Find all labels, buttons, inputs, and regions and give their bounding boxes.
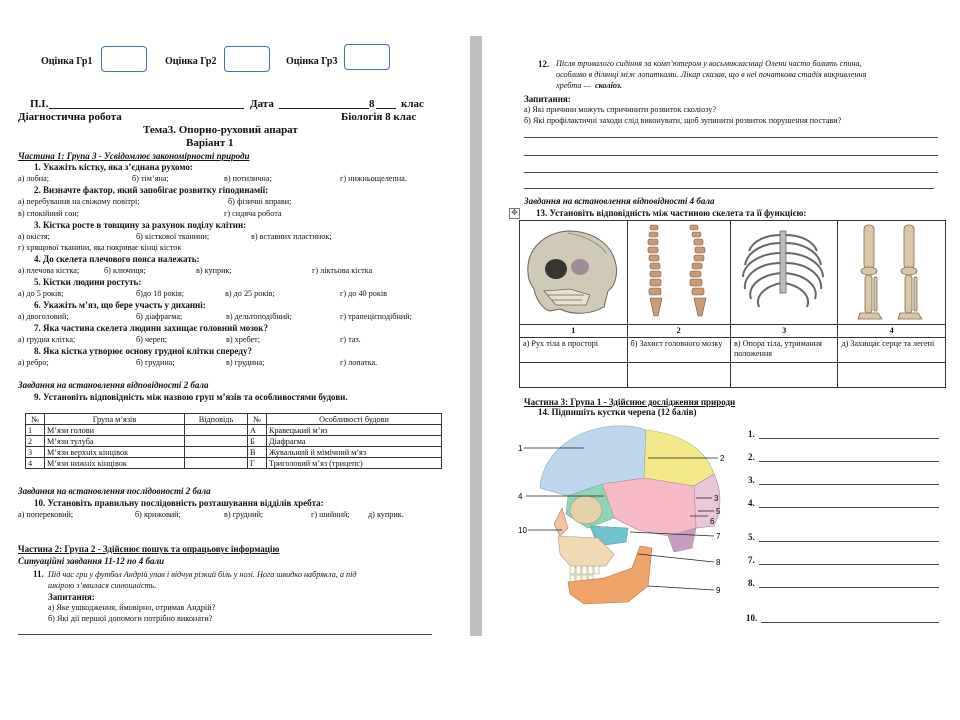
q12-line2: особливо в ділянці між лопатками. Лікар сказав, що в неї початкова стадія викривлення	[556, 70, 867, 79]
leg-bones-photo-icon	[838, 221, 942, 321]
answer-line-2[interactable]	[759, 461, 939, 462]
part2-heading: Частина 2: Група 2 - Здійснює пошук та опрацьовує інформацію	[18, 544, 280, 554]
row-num: 1	[26, 425, 45, 436]
skull-label-6: 6	[710, 517, 715, 526]
answer-row	[520, 363, 946, 388]
right-page	[484, 0, 960, 720]
answer-line-5[interactable]	[759, 541, 939, 542]
q1-opt-b[interactable]: б) тім’яна;	[132, 174, 169, 183]
subject-label: Біологія 8 клас	[341, 111, 417, 123]
spine-photo-icon	[628, 221, 728, 321]
answer-line-3[interactable]	[759, 484, 939, 485]
col-header-answer: Відповідь	[185, 414, 248, 425]
ribcage-photo-icon	[731, 221, 835, 321]
q3-opt-a[interactable]: а) окістя;	[18, 232, 50, 241]
variant-title: Варіант 1	[186, 137, 234, 149]
row-feature: Триголовий м’яз (трицепс)	[267, 458, 442, 469]
q11-question-a: а) Яке ушкодження, ймовірно, отримав Андрій?	[48, 603, 216, 612]
q12-questions-label: Запитання:	[524, 94, 571, 104]
q10-text: 10. Установіть правильну послідовність розташування відділів хребта:	[34, 498, 324, 508]
option-row	[520, 338, 946, 363]
row-feature: Жувальний й мімічний м’яз	[267, 447, 442, 458]
skeleton-function-table	[519, 220, 946, 388]
q6-text: 6. Укажіть м’яз, що бере участь у диханні:	[34, 300, 206, 310]
q5-opt-b[interactable]: б)до 18 років;	[136, 289, 185, 298]
skull-photo-icon	[520, 221, 624, 321]
row-feature: Діафрагма	[267, 436, 442, 447]
q12-question-a: а) Які причини можуть спричинити розвиток сколіозу?	[524, 105, 716, 114]
q2-opt-d[interactable]: г) сидяча робота	[224, 209, 282, 218]
q1-opt-d[interactable]: г) нижньощелепна.	[340, 174, 407, 183]
q12-answer-line-3[interactable]	[524, 172, 938, 173]
spine-cell	[627, 221, 730, 325]
work-type: Діагностична робота	[18, 111, 122, 123]
answer-line-4[interactable]	[759, 507, 939, 508]
image-row	[520, 221, 946, 325]
q10-opt-c[interactable]: в) грудний;	[224, 510, 264, 519]
skull-label-7: 7	[716, 532, 721, 541]
q7-opt-d[interactable]: г) таз.	[340, 335, 361, 344]
q8-opt-d[interactable]: г) лопатка.	[340, 358, 378, 367]
q4-opt-a[interactable]: а) плечова кістка;	[18, 266, 80, 275]
page-gutter	[470, 36, 482, 636]
q11-questions-label: Запитання:	[48, 592, 95, 602]
grade-box-3[interactable]	[344, 44, 390, 70]
skull-label-2: 2	[720, 454, 725, 463]
func-number: 4	[838, 325, 946, 338]
func-answer-cell[interactable]	[520, 363, 628, 388]
grade-label-1: Оцінка Гр1	[41, 56, 93, 67]
func-number: 1	[520, 325, 628, 338]
answer-num-1: 1.	[748, 429, 755, 439]
date-label: Дата	[250, 98, 274, 110]
func-answer-cell[interactable]	[838, 363, 946, 388]
match-heading: Завдання на встановлення відповідності 2 бала	[18, 380, 209, 390]
q7-opt-b[interactable]: б) череп;	[136, 335, 168, 344]
q13-text: 13. Установіть відповідність між частиною скелета та її функцією:	[536, 208, 807, 218]
row-letter: Г	[248, 458, 267, 469]
q7-opt-a[interactable]: а) грудна клітка;	[18, 335, 76, 344]
q8-opt-b[interactable]: б) грудина;	[136, 358, 175, 367]
q11-line1: Під час гри у футбол Андрій упав і відчув різкий біль у нозі. Нога швидко набрякла, а під	[48, 570, 357, 579]
grade-box-1[interactable]	[101, 46, 147, 72]
func-number: 3	[730, 325, 838, 338]
q14-text: 14. Підпишіть кустки черепа (12 балів)	[538, 407, 697, 417]
table-row	[26, 425, 442, 436]
q12-answer-line-2[interactable]	[524, 155, 938, 156]
q4-text: 4. До скелета плечового пояса належать:	[34, 254, 200, 264]
q12-question-b: б) Які профілактичні заходи слід виконувати, щоб зупинити розвиток порушення постави?	[524, 116, 842, 125]
col-header-letter: №	[248, 414, 267, 425]
answer-num-5: 5.	[748, 532, 755, 542]
ribcage-cell	[730, 221, 838, 325]
class-label: клас	[401, 98, 424, 110]
row-letter: В	[248, 447, 267, 458]
q12-num: 12.	[538, 59, 550, 69]
q12-answer-line-4[interactable]	[524, 188, 934, 189]
number-row	[520, 325, 946, 338]
func-number: 2	[627, 325, 730, 338]
q12-line3-term: сколіоз.	[595, 81, 623, 90]
skull-cell	[520, 221, 628, 325]
date-line-2	[376, 108, 396, 109]
q1-text: 1. Укажіть кістку, яка з’єднана рухомо:	[34, 162, 193, 172]
q4-opt-d[interactable]: г) ліктьова кістка	[312, 266, 373, 275]
skull-diagram	[518, 418, 748, 610]
row-answer[interactable]	[185, 436, 248, 447]
answer-num-10: 10.	[746, 613, 758, 623]
muscle-match-table	[25, 413, 442, 469]
q5-opt-a[interactable]: а) до 5 років;	[18, 289, 64, 298]
q6-opt-a[interactable]: а) двоголовий;	[18, 312, 69, 321]
q10-opt-e[interactable]: д) куприк.	[368, 510, 404, 519]
q2-text: 2. Визначте фактор, який запобігає розвитку гіподинамії:	[34, 185, 269, 195]
answer-num-8: 8.	[748, 578, 755, 588]
table-row	[26, 458, 442, 469]
func-option: б) Захист головного мозку	[627, 338, 730, 363]
row-num: 3	[26, 447, 45, 458]
row-group: М’язи верхніх кінцівок	[45, 447, 185, 458]
q1-opt-a[interactable]: а) лобна;	[18, 174, 50, 183]
row-answer[interactable]	[185, 458, 248, 469]
skull-label-3: 3	[714, 494, 719, 503]
q12-line3: хребта —	[556, 81, 591, 90]
answer-line-8[interactable]	[759, 587, 939, 588]
q8-text: 8. Яка кістка утворює основу грудної клітки спереду?	[34, 346, 252, 356]
q6-opt-c[interactable]: в) дельтоподібний;	[226, 312, 292, 321]
col-header-num: №	[26, 414, 45, 425]
row-letter: А	[248, 425, 267, 436]
skull-label-10: 10	[518, 526, 527, 535]
q5-text: 5. Кістки людини ростуть:	[34, 277, 142, 287]
q11-num: 11.	[33, 569, 44, 579]
q8-opt-c[interactable]: в) грудина;	[226, 358, 265, 367]
q5-opt-c[interactable]: в) до 25 років;	[225, 289, 275, 298]
row-group: М’язи голови	[45, 425, 185, 436]
func-answer-cell[interactable]	[627, 363, 730, 388]
part1-heading: Частина 1: Група 3 - Усвідомлює закономірності природи	[18, 151, 250, 161]
func-option: в) Опора тіла, утримання положення	[730, 338, 838, 363]
q4-opt-b[interactable]: б) ключиця;	[104, 266, 146, 275]
skull-label-4: 4	[518, 492, 523, 501]
skull-label-5: 5	[716, 507, 721, 516]
legs-cell	[838, 221, 946, 325]
q7-text: 7. Яка частина скелета людини захищає головний мозок?	[34, 323, 268, 333]
pib-label: П.І.	[30, 98, 49, 110]
grade-label-2: Оцінка Гр2	[165, 56, 217, 67]
q11-question-b: б) Які дії першої допомоги потрібно виконати?	[48, 614, 213, 623]
row-letter: Б	[248, 436, 267, 447]
theme-title: Тема3. Опорно-руховий апарат	[143, 124, 298, 136]
q10-opt-d[interactable]: г) шийний;	[311, 510, 350, 519]
q3-opt-d[interactable]: г) хрящової тканини, яка покриває кінці кісток	[18, 243, 182, 252]
answer-line-10[interactable]	[761, 622, 939, 623]
q11-answer-line[interactable]	[18, 634, 432, 635]
q3-opt-b[interactable]: б) кісткової тканини;	[136, 232, 210, 241]
q9-text: 9. Установіть відповідність між назвою груп м’язів та особливостями будови.	[34, 392, 348, 402]
q1-opt-c[interactable]: в) потилична;	[224, 174, 272, 183]
q6-opt-d[interactable]: г) трапецієподібний;	[340, 312, 412, 321]
q3-opt-c[interactable]: в) вставних пластинок;	[251, 232, 332, 241]
table-row	[26, 436, 442, 447]
row-answer[interactable]	[185, 425, 248, 436]
row-num: 2	[26, 436, 45, 447]
q10-opt-b[interactable]: б) крижовий;	[135, 510, 181, 519]
func-option: а) Рух тіла в просторі	[520, 338, 628, 363]
grade-box-2[interactable]	[224, 46, 270, 72]
pib-line[interactable]	[49, 108, 244, 109]
left-page	[0, 0, 468, 720]
table-header-row	[26, 414, 442, 425]
part2-sub: Ситуаційні завдання 11-12 по 4 бали	[18, 556, 165, 566]
q3-text: 3. Кістка росте в товщину за рахунок поділу клітин:	[34, 220, 247, 230]
answer-line-7[interactable]	[759, 564, 939, 565]
answer-num-2: 2.	[748, 452, 755, 462]
row-answer[interactable]	[185, 447, 248, 458]
row-group: М’язи тулуба	[45, 436, 185, 447]
grade-label-3: Оцінка Гр3	[286, 56, 338, 67]
part3-heading: Частина 3: Група 1 - Здійснює дослідження природи	[524, 397, 736, 407]
func-answer-cell[interactable]	[730, 363, 838, 388]
answer-num-4: 4.	[748, 498, 755, 508]
answer-num-7: 7.	[748, 555, 755, 565]
seq-heading: Завдання на встановлення послідовності 2 бала	[18, 486, 211, 496]
skull-label-1: 1	[518, 444, 523, 453]
q5-opt-d[interactable]: г) до 40 років	[340, 289, 387, 298]
date-line[interactable]	[279, 108, 369, 109]
q2-opt-c[interactable]: в) спокійний сон;	[18, 209, 79, 218]
row-num: 4	[26, 458, 45, 469]
q12-answer-line-1[interactable]	[524, 137, 938, 138]
col-header-feature: Особливості будови	[267, 414, 442, 425]
q2-opt-b[interactable]: б) фізичні вправи;	[228, 197, 292, 206]
skull-label-8: 8	[716, 558, 721, 567]
q11-line2: шкірою з’явилася синюшність.	[48, 581, 157, 590]
answer-line-1[interactable]	[759, 438, 939, 439]
date-day: 8	[369, 98, 375, 110]
q7-opt-c[interactable]: в) хребет;	[226, 335, 261, 344]
answer-num-3: 3.	[748, 475, 755, 485]
q8-opt-a[interactable]: а) ребро;	[18, 358, 49, 367]
q4-opt-c[interactable]: в) куприк;	[196, 266, 232, 275]
col-header-group: Група м’язів	[45, 414, 185, 425]
skull-label-9: 9	[716, 586, 721, 595]
func-option: д) Захищає серце та легені	[838, 338, 946, 363]
q12-line1: Після тривалого сидіння за комп’ютером у восьмикласниці Олени часто болить спина,	[556, 59, 862, 68]
move-handle-icon[interactable]: ✥	[509, 208, 520, 219]
row-feature: Кравецький м’яз	[267, 425, 442, 436]
table-row	[26, 447, 442, 458]
row-group: М’язи нижніх кінцівок	[45, 458, 185, 469]
q13-heading: Завдання на встановлення відповідності 4 бала	[524, 196, 715, 206]
q10-opt-a[interactable]: а) поперековий;	[18, 510, 74, 519]
q2-opt-a[interactable]: а) перебування на свіжому повітрі;	[18, 197, 140, 206]
q6-opt-b[interactable]: б) діафрагма;	[136, 312, 183, 321]
